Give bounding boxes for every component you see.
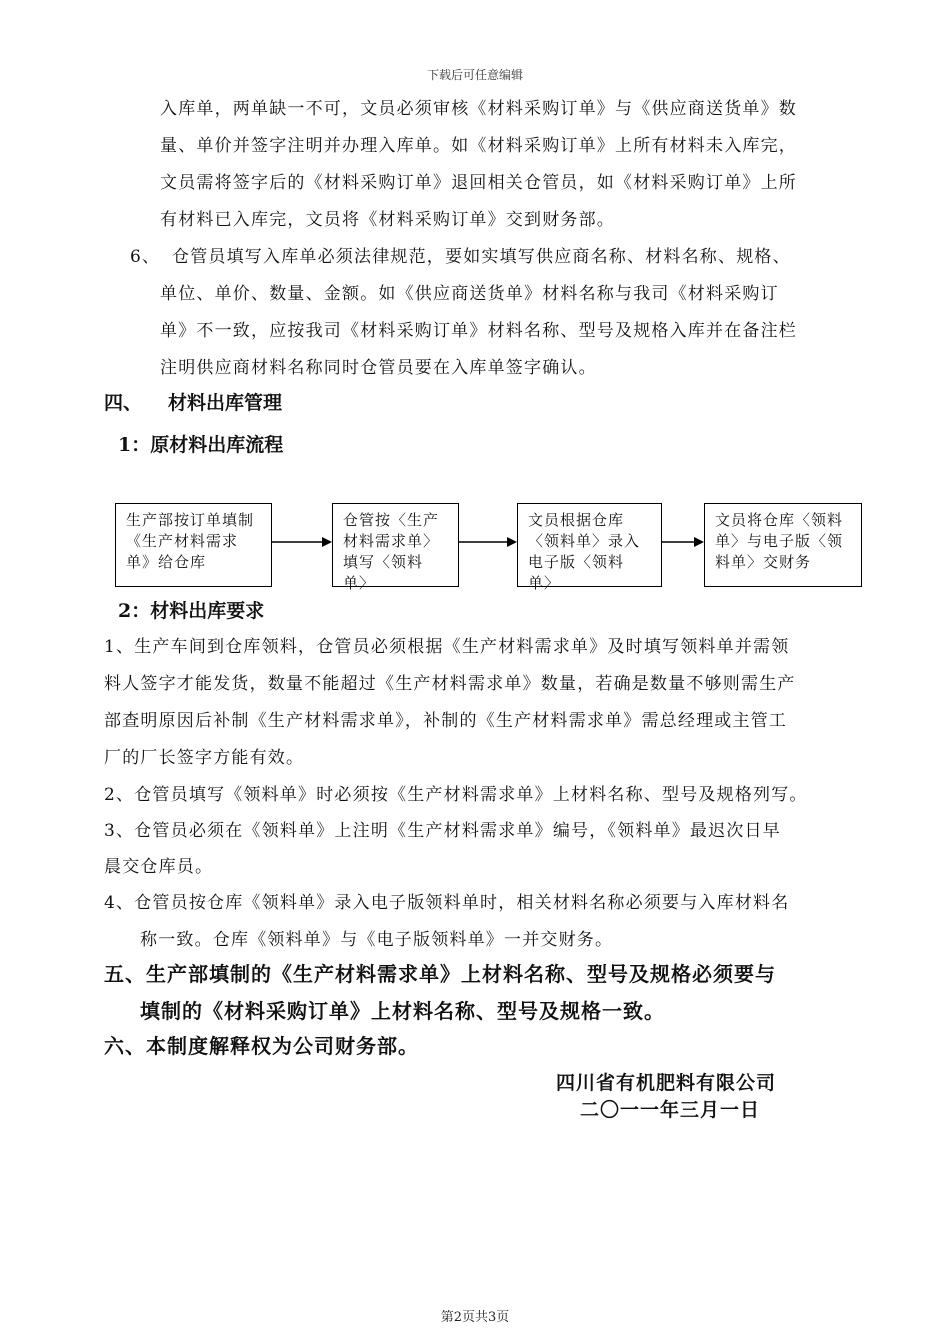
- flow-step: [517, 503, 662, 592]
- item-number: 6、: [130, 247, 161, 267]
- item-line: 单》不一致，应按我司《材料采购订单》材料名称、型号及规格入库并在备注栏: [160, 321, 797, 341]
- signature-company: 四川省有机肥料有限公司: [556, 1072, 777, 1094]
- flow-step: [332, 503, 459, 592]
- paragraph-line: 文员需将签字后的《材料采购订单》退回相关仓管员，如《材料采购订单》上所: [160, 173, 797, 193]
- flow-step-line: 仓管按〈生产: [343, 511, 440, 529]
- subsection-title: 1：原材料出库流程: [118, 434, 284, 456]
- flow-step-line: 料单〉交财务: [715, 553, 812, 571]
- header-note: 下载后可任意编辑: [426, 68, 523, 82]
- paragraph-line: 量、单价并签字注明并办理入库单。如《材料采购订单》上所有材料未入库完，: [160, 136, 797, 156]
- requirement-line: 3、仓管员必须在《领料单》上注明《生产材料需求单》编号，《领料单》最迟次日早: [104, 821, 781, 841]
- requirement-line: 部查明原因后补制《生产材料需求单》，补制的《生产材料需求单》需总经理或主管工: [104, 711, 788, 731]
- section-number: 四、: [104, 392, 143, 414]
- flow-step-line: 材料需求单〉: [343, 532, 440, 550]
- flow-arrow-icon: [662, 536, 704, 548]
- flow-step-line: 生产部按订单填制: [126, 511, 255, 529]
- requirement-line: 1、生产车间到仓库领料，仓管员必须根据《生产材料需求单》及时填写领料单并需领: [104, 637, 790, 657]
- flow-step-line: 电子版〈领料: [528, 553, 625, 571]
- flow-step-line: 单〉: [528, 574, 561, 592]
- requirement-line: 4、仓管员按仓库《领料单》录入电子版领料单时，相关材料名称必须要与入库材料名: [104, 893, 790, 913]
- flow-arrow-icon: [272, 536, 332, 548]
- flow-step-line: 填写〈领料: [343, 553, 424, 571]
- flow-step: [704, 503, 862, 587]
- flow-step-line: 〈领料单〉录入: [528, 532, 641, 550]
- flow-step-line: 文员将仓库〈领料: [715, 511, 844, 529]
- paragraph-line: 入库单，两单缺一不可，文员必须审核《材料采购订单》与《供应商送货单》数: [160, 99, 797, 119]
- page-number: 第2页共3页: [440, 1310, 510, 1325]
- signature-date: 二〇一一年三月一日: [580, 1099, 761, 1121]
- flow-step-line: 单》给仓库: [126, 553, 207, 571]
- flow-step-line: 单〉: [343, 574, 376, 592]
- item-line: 仓管员填写入库单必须法律规范，要如实填写供应商名称、材料名称、规格、: [172, 247, 791, 267]
- requirement-line: 2、仓管员填写《领料单》时必须按《生产材料需求单》上材料名称、型号及规格列写。: [104, 785, 808, 805]
- flow-step: [115, 503, 272, 587]
- section-title: 材料出库管理: [168, 392, 283, 414]
- requirement-line: 厂的厂长签字方能有效。: [104, 748, 305, 768]
- requirement-line: 料人签字才能发货，数量不能超过《生产材料需求单》数量，若确是数量不够则需生产: [104, 674, 796, 694]
- requirement-line: 称一致。仓库《领料单》与《电子版领料单》一并交财务。: [140, 930, 614, 950]
- flow-step-line: 单〉与电子版〈领: [715, 532, 844, 550]
- section-line: 五、生产部填制的《生产材料需求单》上材料名称、型号及规格必须要与: [104, 962, 776, 986]
- subsection-title: 2：材料出库要求: [118, 600, 265, 622]
- paragraph-line: 有材料已入库完，文员将《材料采购订单》交到财务部。: [160, 210, 615, 230]
- item-line: 注明供应商材料名称同时仓管员要在入库单签字确认。: [160, 358, 597, 378]
- flow-arrow-icon: [459, 536, 517, 548]
- section-line: 六、本制度解释权为公司财务部。: [104, 1034, 419, 1058]
- item-line: 单位、单价、数量、金额。如《供应商送货单》材料名称与我司《材料采购订: [160, 284, 779, 304]
- flow-step-line: 文员根据仓库: [528, 511, 625, 529]
- requirement-line: 晨交仓库员。: [104, 857, 214, 877]
- flow-step-line: 《生产材料需求: [126, 532, 239, 550]
- section-line: 填制的《材料采购订单》上材料名称、型号及规格一致。: [140, 999, 665, 1023]
